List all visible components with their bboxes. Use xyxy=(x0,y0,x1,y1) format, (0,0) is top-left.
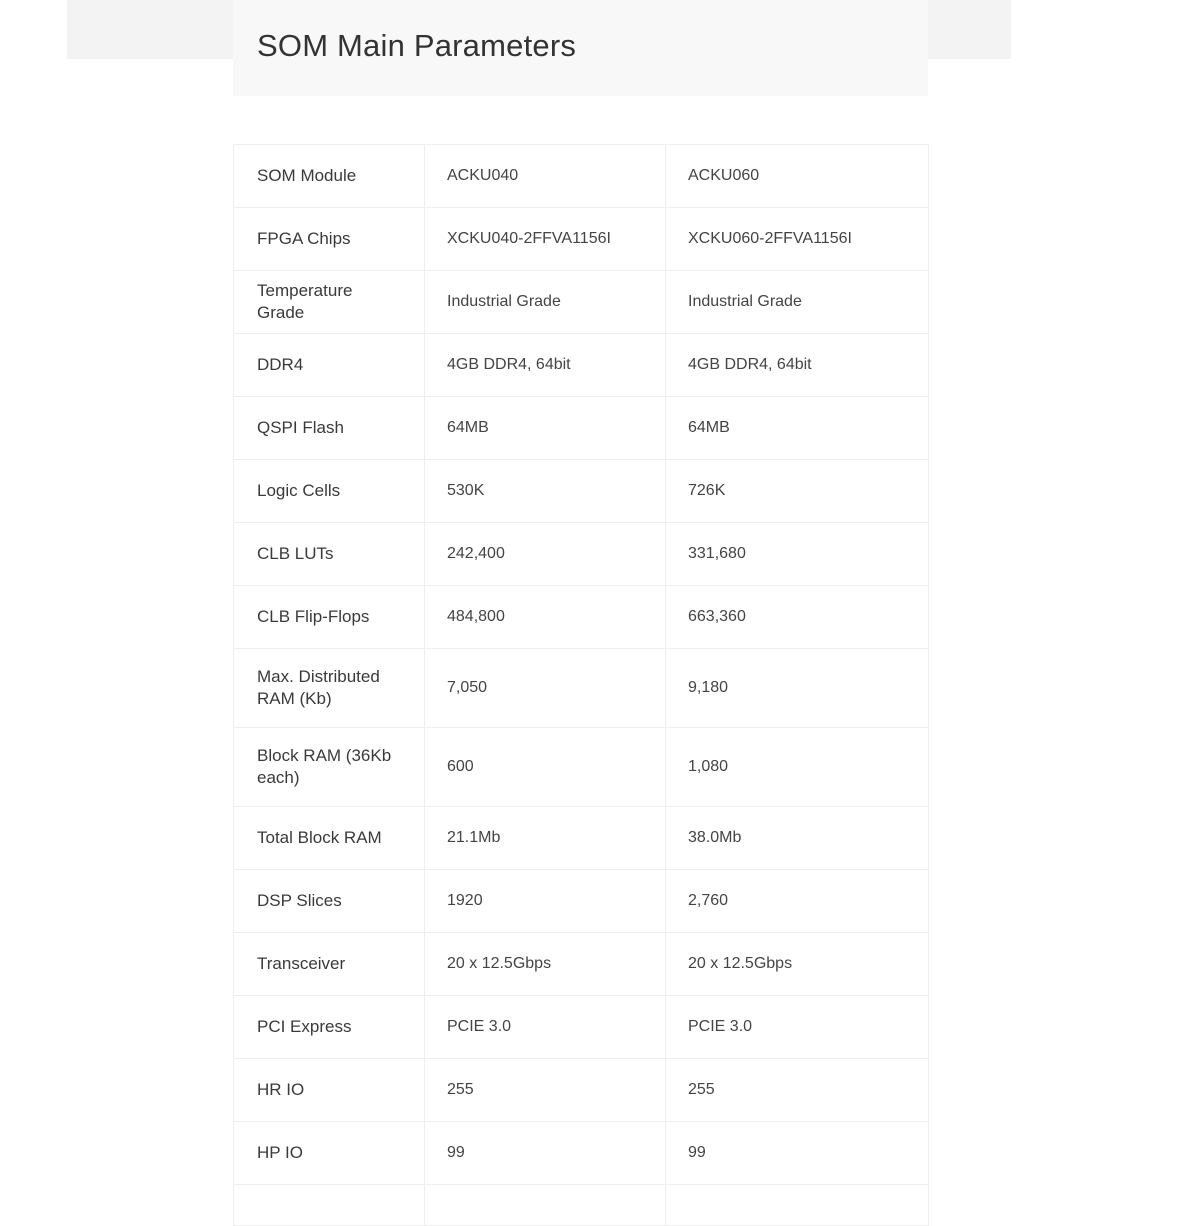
row-label: Max. Distributed RAM (Kb) xyxy=(234,649,425,728)
cell-value: 1,080 xyxy=(666,728,929,807)
cell-value: 484,800 xyxy=(425,586,666,649)
table-row xyxy=(234,523,929,586)
row-label: Block RAM (36Kb each) xyxy=(234,728,425,807)
row-label: Temperature Grade xyxy=(234,271,425,334)
cell-value: 1920 xyxy=(425,870,666,933)
row-label: DDR4 xyxy=(234,334,425,397)
cell-value: 21.1Mb xyxy=(425,807,666,870)
table-row xyxy=(234,397,929,460)
cell-value: 255 xyxy=(666,1059,929,1122)
table-row xyxy=(234,208,929,271)
table-row xyxy=(234,870,929,933)
cell-value: 4GB DDR4, 64bit xyxy=(425,334,666,397)
cell-empty xyxy=(234,1185,425,1226)
table-row xyxy=(234,271,929,334)
table-row xyxy=(234,586,929,649)
table-row xyxy=(234,1122,929,1185)
cell-value: 600 xyxy=(425,728,666,807)
cell-value: 530K xyxy=(425,460,666,523)
row-label: HR IO xyxy=(234,1059,425,1122)
cell-value: XCKU060-2FFVA1156I xyxy=(666,208,929,271)
cell-empty xyxy=(666,1185,929,1226)
cell-value: 7,050 xyxy=(425,649,666,728)
cell-value: 20 x 12.5Gbps xyxy=(425,933,666,996)
cell-value: 38.0Mb xyxy=(666,807,929,870)
cell-value: 64MB xyxy=(425,397,666,460)
cell-value: 331,680 xyxy=(666,523,929,586)
row-label: DSP Slices xyxy=(234,870,425,933)
row-label: PCI Express xyxy=(234,996,425,1059)
row-label: CLB Flip-Flops xyxy=(234,586,425,649)
cell-value: 99 xyxy=(425,1122,666,1185)
cell-value: 9,180 xyxy=(666,649,929,728)
row-label: QSPI Flash xyxy=(234,397,425,460)
cell-value: 2,760 xyxy=(666,870,929,933)
table-row xyxy=(234,1059,929,1122)
cell-value: 242,400 xyxy=(425,523,666,586)
row-label: FPGA Chips xyxy=(234,208,425,271)
row-label: Transceiver xyxy=(234,933,425,996)
parameters-table xyxy=(233,144,929,1226)
cell-value: PCIE 3.0 xyxy=(666,996,929,1059)
table-row xyxy=(234,933,929,996)
cell-value: ACKU040 xyxy=(425,145,666,208)
cell-value: XCKU040-2FFVA1156I xyxy=(425,208,666,271)
cell-value: 255 xyxy=(425,1059,666,1122)
table-row xyxy=(234,649,929,728)
cell-value: 4GB DDR4, 64bit xyxy=(666,334,929,397)
table-row xyxy=(234,728,929,807)
cell-value: 64MB xyxy=(666,397,929,460)
cell-value: 20 x 12.5Gbps xyxy=(666,933,929,996)
cell-empty xyxy=(425,1185,666,1226)
table-row xyxy=(234,807,929,870)
row-label: CLB LUTs xyxy=(234,523,425,586)
row-label: HP IO xyxy=(234,1122,425,1185)
cell-value: 663,360 xyxy=(666,586,929,649)
cell-value: Industrial Grade xyxy=(666,271,929,334)
cell-value: PCIE 3.0 xyxy=(425,996,666,1059)
table-row xyxy=(234,996,929,1059)
row-label: Total Block RAM xyxy=(234,807,425,870)
table-row-partial xyxy=(234,1185,929,1226)
section-header xyxy=(233,0,928,96)
row-label: Logic Cells xyxy=(234,460,425,523)
table-row xyxy=(234,334,929,397)
row-label: SOM Module xyxy=(234,145,425,208)
cell-value: ACKU060 xyxy=(666,145,929,208)
cell-value: 726K xyxy=(666,460,929,523)
table-row xyxy=(234,460,929,523)
cell-value: Industrial Grade xyxy=(425,271,666,334)
cell-value: 99 xyxy=(666,1122,929,1185)
table-row xyxy=(234,145,929,208)
page-title: SOM Main Parameters xyxy=(257,28,577,63)
